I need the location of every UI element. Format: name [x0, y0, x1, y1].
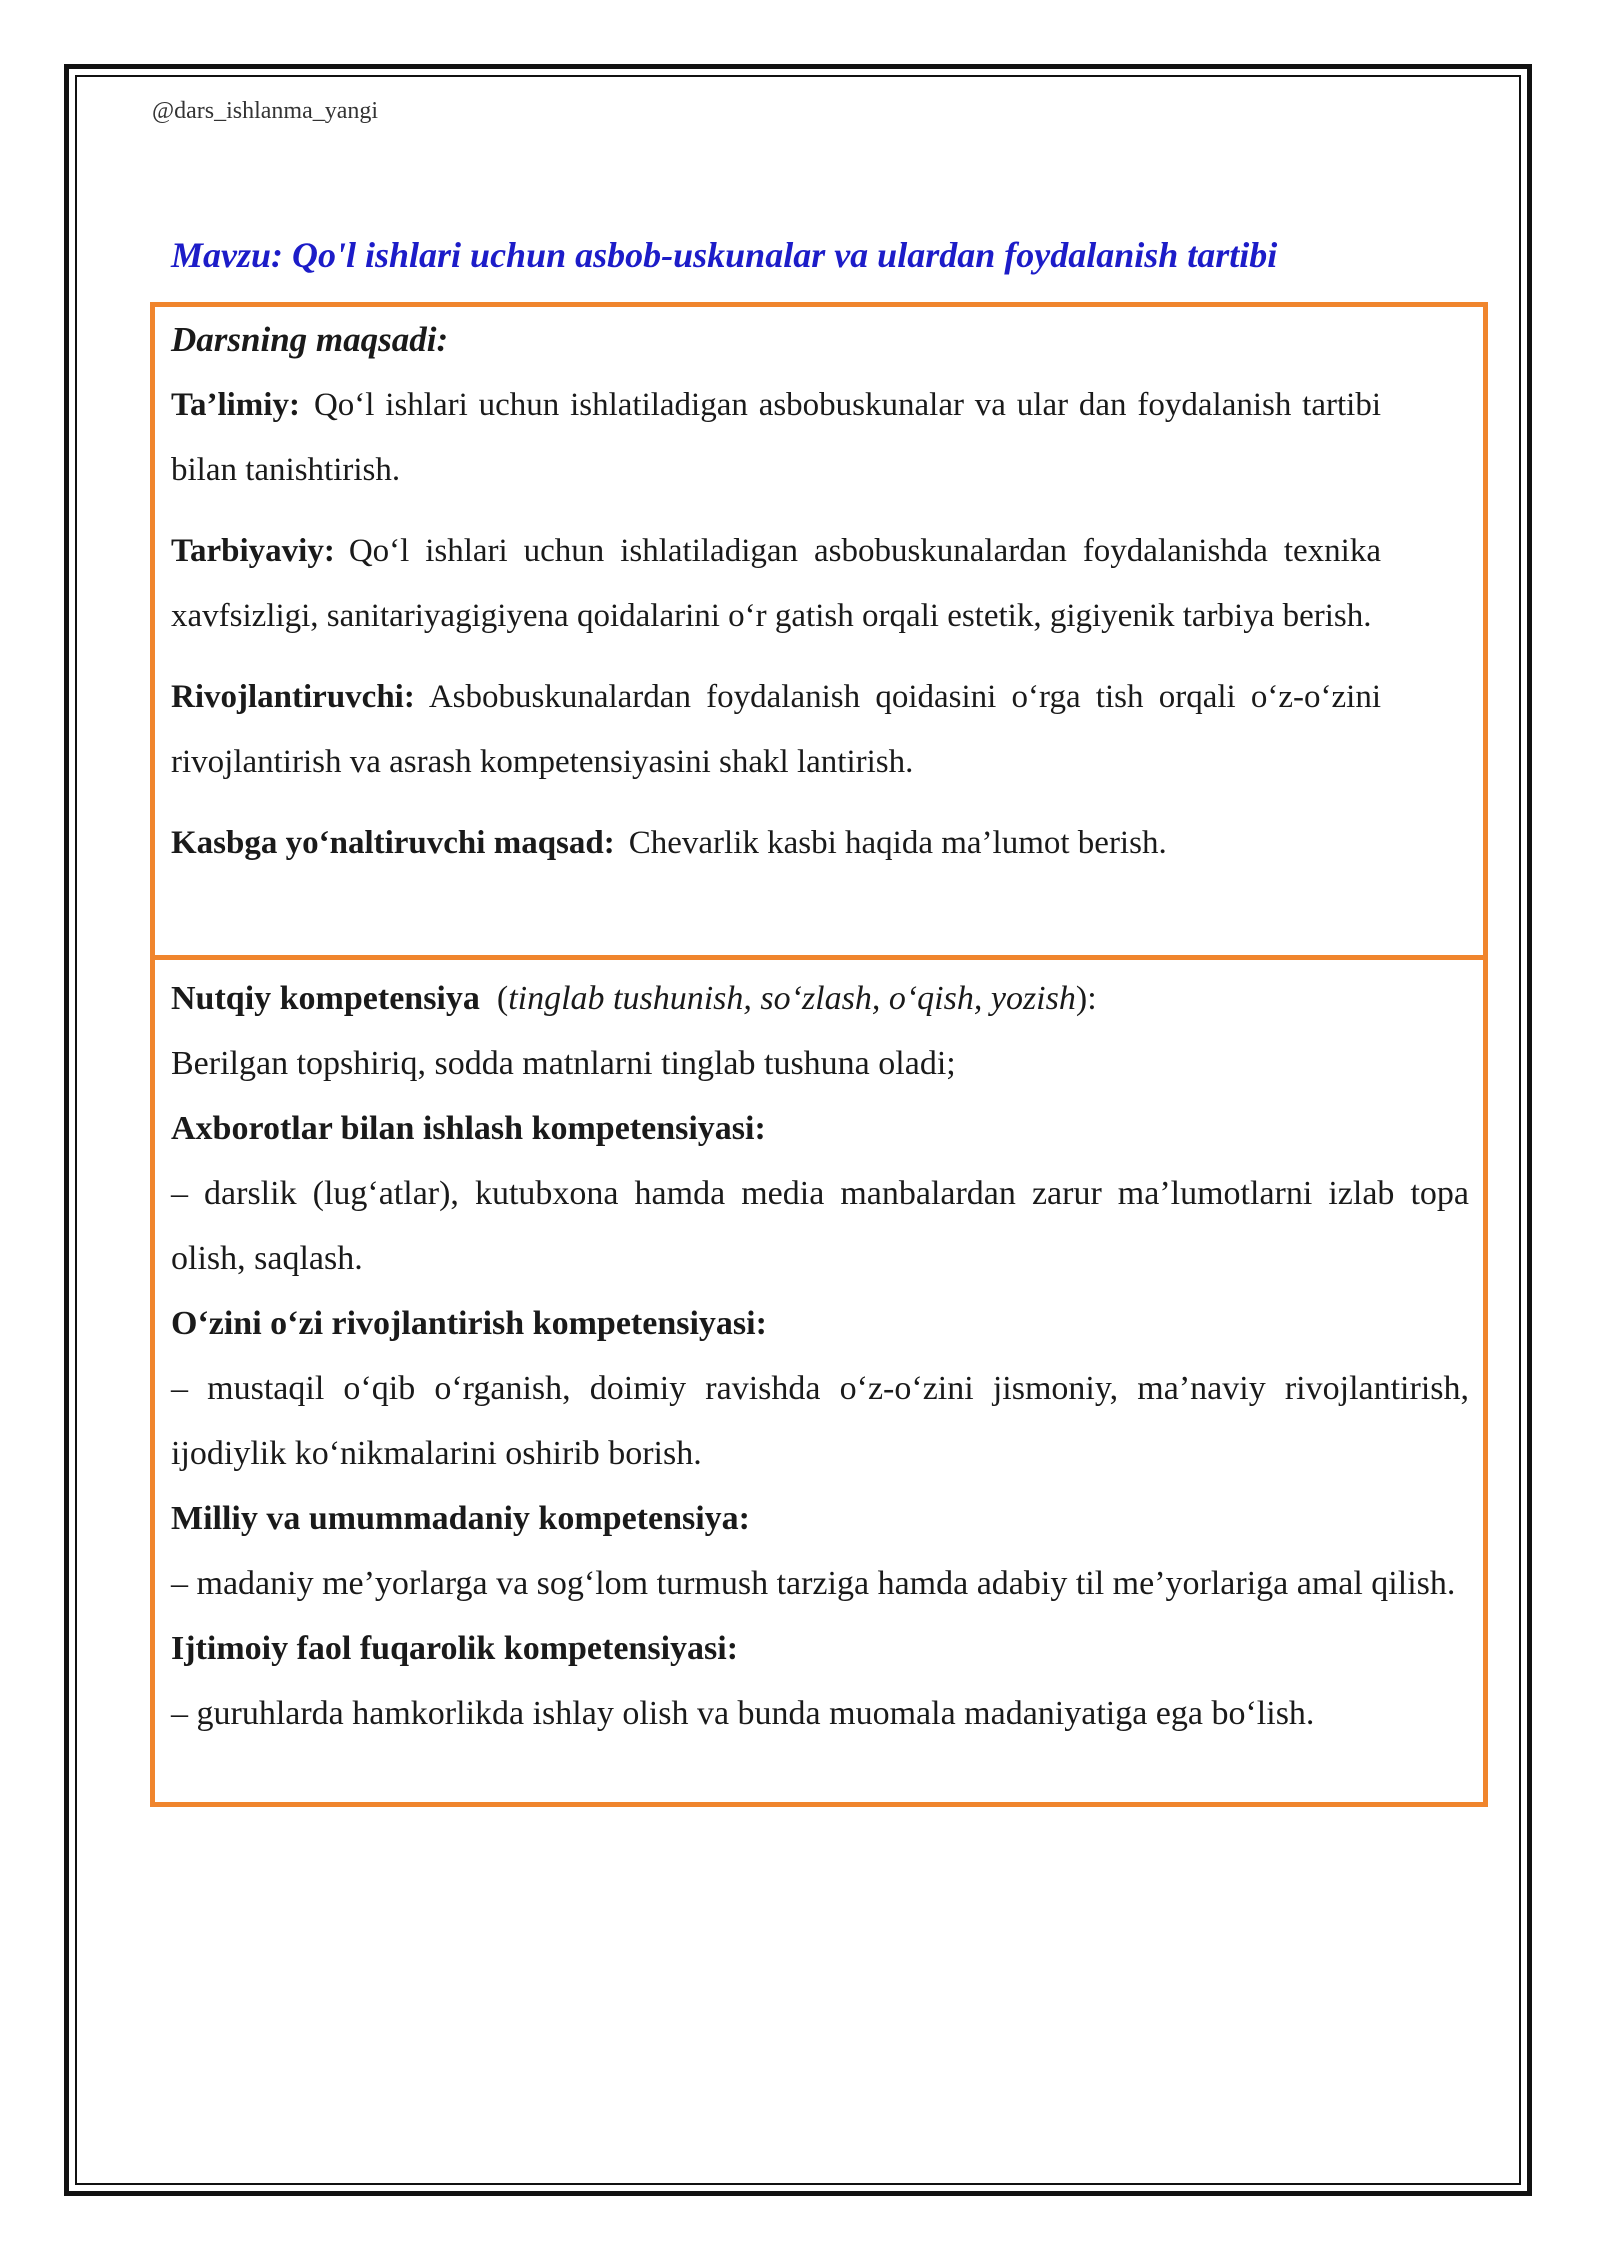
lesson-title: Mavzu: Qo'l ishlari uchun asbob-uskunalar va ulardan foydalanish tartibi	[171, 235, 1278, 275]
civic-competency-text: – guruhlarda hamkorlikda ishlay olish va bunda muomala madaniyatiga ega bo‘lish.	[171, 1695, 1315, 1732]
civic-competency-heading: Ijtimoiy faol fuqarolik kompetensiyasi:	[171, 1630, 739, 1667]
goal-educational-label: Ta’limiy:	[171, 387, 300, 423]
information-competency-text: – darslik (lug‘atlar), kutubxona hamda media manbalardan zarur ma’lumotlarni izlab topa olish, saqlash.	[171, 1175, 1469, 1277]
self-development-competency-text: – mustaqil o‘qib o‘rganish, doimiy ravishda o‘z-o‘zini jismoniy, ma’naviy rivojlantirish, ijodiylik ko‘nikmalarini oshirib borish.	[171, 1370, 1469, 1472]
goal-educational	[171, 373, 1381, 503]
self-development-competency-heading: O‘zini o‘zi rivojlantirish kompetensiyasi:	[171, 1305, 767, 1342]
speech-competency-label: Nutqiy kompetensiya	[171, 980, 480, 1017]
cultural-competency-text: – madaniy me’yorlarga va sog‘lom turmush tarziga hamda adabiy til me’yorlariga amal qilish.	[171, 1565, 1456, 1602]
goals-content	[171, 315, 1381, 886]
cultural-competency-heading: Milliy va umummadaniy kompetensiya:	[171, 1500, 750, 1537]
goal-upbringing-text: Qo‘l ishlari uchun ishlatiladigan asbobuskunalardan foydalanishda texnika xavfsizligi, sanitariyagigiyena qoidalarini o‘r gatish orqali estetik, gigiyenik tarbiya berish.	[171, 533, 1381, 634]
competencies-content	[171, 966, 1469, 1746]
goal-upbringing-label: Tarbiyaviy:	[171, 533, 335, 569]
speech-competency-skills: tinglab tushunish, so‘zlash, o‘qish, yozish	[508, 980, 1076, 1017]
goal-career	[171, 811, 1381, 876]
information-competency-heading: Axborotlar bilan ishlash kompetensiyasi:	[171, 1110, 766, 1147]
goal-educational-text: Qo‘l ishlari uchun ishlatiladigan asbobuskunalar va ular dan foydalanish tartibi bilan tanishtirish.	[171, 387, 1381, 488]
goal-career-text: Chevarlik kasbi haqida ma’lumot berish.	[628, 825, 1167, 861]
goal-developmental	[171, 665, 1381, 795]
speech-competency-heading: Nutqiy kompetensiya (tinglab tushunish, so‘zlash, o‘qish, yozish):	[171, 980, 1097, 1017]
competencies-box	[150, 955, 1488, 1807]
goal-upbringing	[171, 519, 1381, 649]
speech-competency-text: Berilgan topshiriq, sodda matnlarni tinglab tushuna oladi;	[171, 1045, 956, 1082]
goal-developmental-text: Asbobuskunalardan foydalanish qoidasini o‘rga tish orqali o‘z-o‘zini rivojlantirish va asrash kompetensiyasini shakl lantirish.	[171, 679, 1381, 780]
goals-heading: Darsning maqsadi:	[171, 320, 449, 359]
watermark: @dars_ishlanma_yangi	[152, 98, 379, 124]
goals-box	[150, 302, 1488, 960]
goal-developmental-label: Rivojlantiruvchi:	[171, 679, 415, 715]
goal-career-label: Kasbga yo‘naltiruvchi maqsad:	[171, 825, 615, 861]
